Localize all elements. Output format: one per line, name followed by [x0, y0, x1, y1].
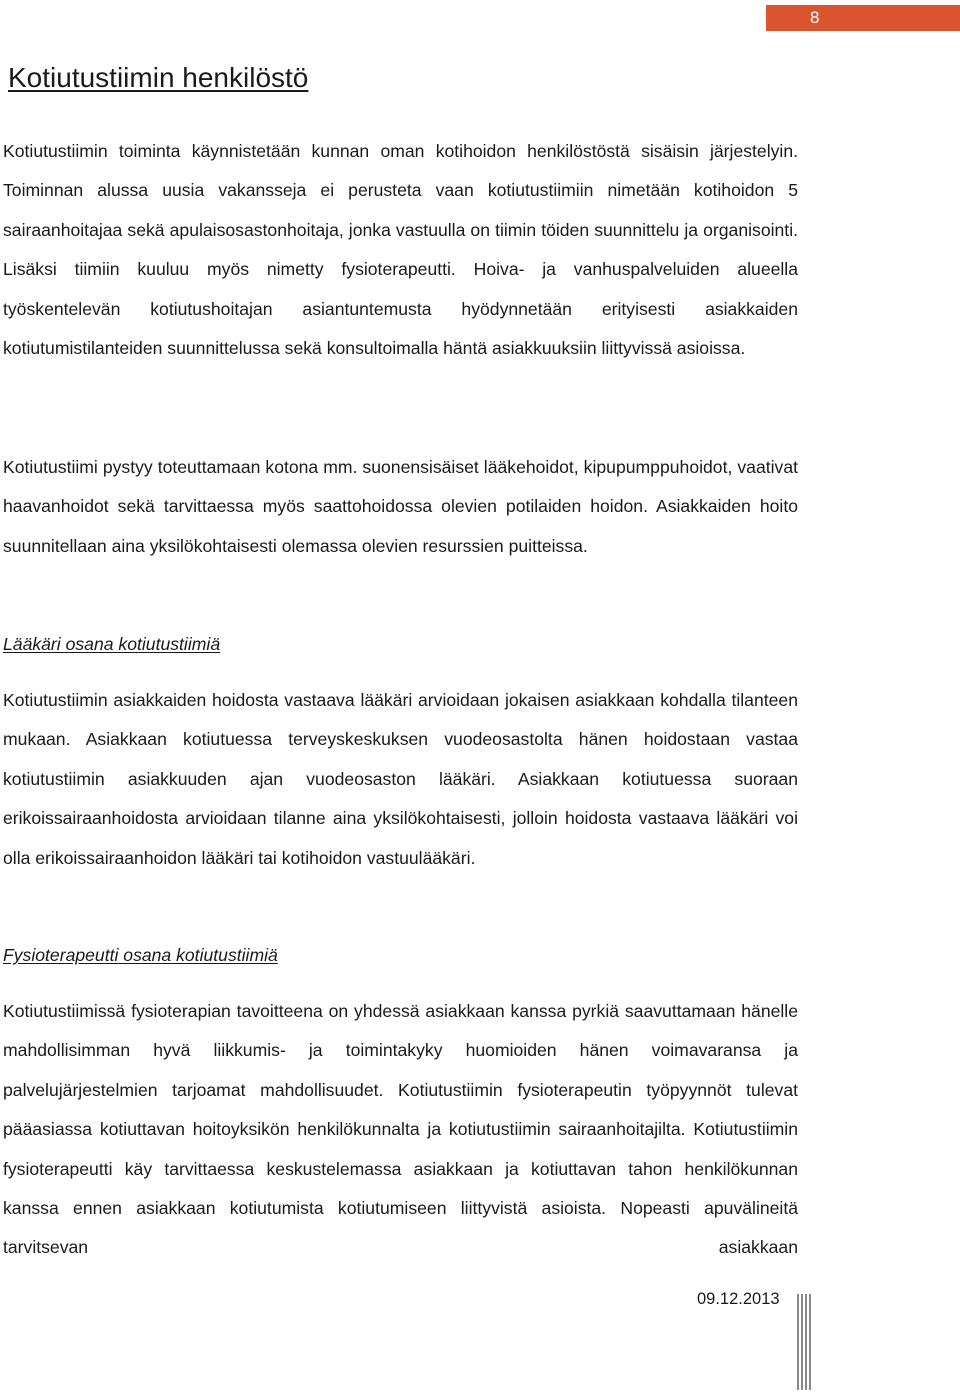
- paragraph-text: Kotiutustiimi pystyy toteuttamaan kotona mm. suonensisäiset lääkehoidot, kipupumppuhoidot, vaativat haavanhoidot sekä tarvittaessa myös saattohoidossa olevien potilaiden hoidon. Asiakkaiden hoito suunnitellaan aina yksilökohtaisesti olemassa olevien resurssien puitteissa.: [3, 457, 798, 556]
- page-number-badge: [766, 5, 960, 31]
- footer-decoration: [797, 1294, 813, 1390]
- paragraph-treatments: [3, 448, 798, 566]
- subheading-doctor: Lääkäri osana kotiutustiimiä: [3, 634, 221, 654]
- page-number: 8: [810, 8, 820, 27]
- footer-date: 09.12.2013: [697, 1290, 780, 1308]
- paragraph-doctor: [3, 681, 798, 878]
- paragraph-physio: [3, 992, 798, 1268]
- paragraph-staffing: [3, 132, 798, 368]
- paragraph-text: Kotiutustiimin toiminta käynnistetään kunnan oman kotihoidon henkilöstöstä sisäisin järjestelyin. Toiminnan alussa uusia vakansseja ei perusteta vaan kotiutustiimiin nimetään kotihoidon 5 sairaanhoitajaa sekä apulaisosastonhoitaja, jonka vastuulla on tiimin töiden suunnittelu ja organisointi. Lisäksi tiimiin kuuluu myös nimetty fysioterapeutti. Hoiva- ja vanhuspalveluiden alueella työskentelevän kotiutushoitajan asiantuntemusta hyödynnetään erityisesti asiakkaiden kotiutumistilanteiden suunnittelussa sekä konsultoimalla häntä asiakkuuksiin liittyvissä asioissa.: [3, 141, 798, 359]
- page-title: Kotiutustiimin henkilöstö: [8, 62, 309, 93]
- subheading-physio: Fysioterapeutti osana kotiutustiimiä: [3, 945, 278, 965]
- paragraph-text: Kotiutustiimin asiakkaiden hoidosta vastaava lääkäri arvioidaan jokaisen asiakkaan kohdalla tilanteen mukaan. Asiakkaan kotiutuessa terveyskeskuksen vuodeosastolta hänen hoidostaan vastaa kotiutustiimin asiakkuuden ajan vuodeosaston lääkäri. Asiakkaan kotiutuessa suoraan erikoissairaanhoidosta arvioidaan tilanne aina yksilökohtaisesti, jolloin hoidosta vastaava lääkäri voi olla erikoissairaanhoidon lääkäri tai kotihoidon vastuulääkäri.: [3, 690, 798, 868]
- paragraph-text: Kotiutustiimissä fysioterapian tavoitteena on yhdessä asiakkaan kanssa pyrkiä saavuttamaan hänelle mahdollisimman hyvä liikkumis- ja toimintakyky huomioiden hänen voimavaransa ja palvelujärjestelmien tarjoamat mahdollisuudet. Kotiutustiimin fysioterapeutin työpyynnöt tulevat pääasiassa kotiuttavan hoitoyksikön henkilökunnalta ja kotiutustiimin sairaanhoitajilta. Kotiutustiimin fysioterapeutti käy tarvittaessa keskustelemassa asiakkaan ja kotiuttavan tahon henkilökunnan kanssa ennen asiakkaan kotiutumista kotiutumiseen liittyvistä asioista. Nopeasti apuvälineitä tarvitsevan asiakkaan: [3, 1001, 798, 1258]
